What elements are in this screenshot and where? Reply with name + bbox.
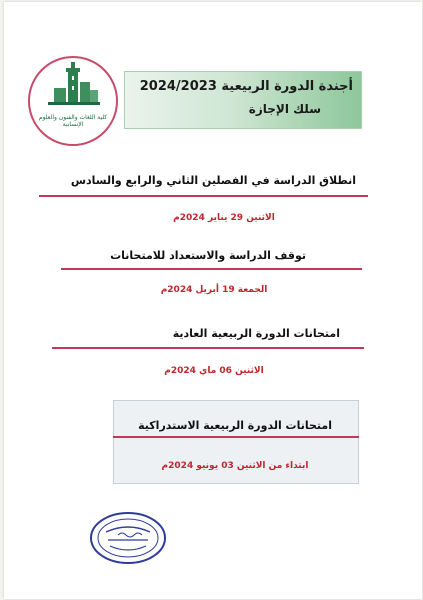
divider-rule [113,436,359,438]
faculty-logo [28,56,118,146]
schedule-item-date: ابتداء من الاثنين 03 يونيو 2024م [161,461,309,471]
official-stamp [88,510,168,566]
schedule-item-title: توقف الدراسة والاستعداد للامتحانات [110,249,306,262]
stamp-icon [88,510,168,566]
schedule-item-title: انطلاق الدراسة في الفصلين الثاني والرابع والسادس [70,174,356,187]
schedule-item-title: امتحانات الدورة الربيعية الاستدراكية [138,419,332,432]
document-page [4,2,422,599]
schedule-item-title: امتحانات الدورة الربيعية العادية [172,327,340,340]
agenda-subtitle: سلك الإجازة [248,102,321,116]
makeup-exams-box [113,400,359,484]
schedule-item-date: الاثنين 06 ماي 2024م [164,366,264,376]
divider-rule [39,195,368,197]
logo-caption: كلية اللغات والفنون والعلوم الإنسانية [38,114,108,128]
faculty-logo-icon [30,58,116,144]
divider-rule [52,347,364,349]
schedule-item-date: الاثنين 29 يناير 2024م [173,213,275,223]
agenda-title: أجندة الدورة الربيعية 2024/2023 [139,79,353,94]
divider-rule [61,268,362,270]
header-banner [124,71,362,129]
schedule-item-date: الجمعة 19 أبريل 2024م [160,285,268,295]
